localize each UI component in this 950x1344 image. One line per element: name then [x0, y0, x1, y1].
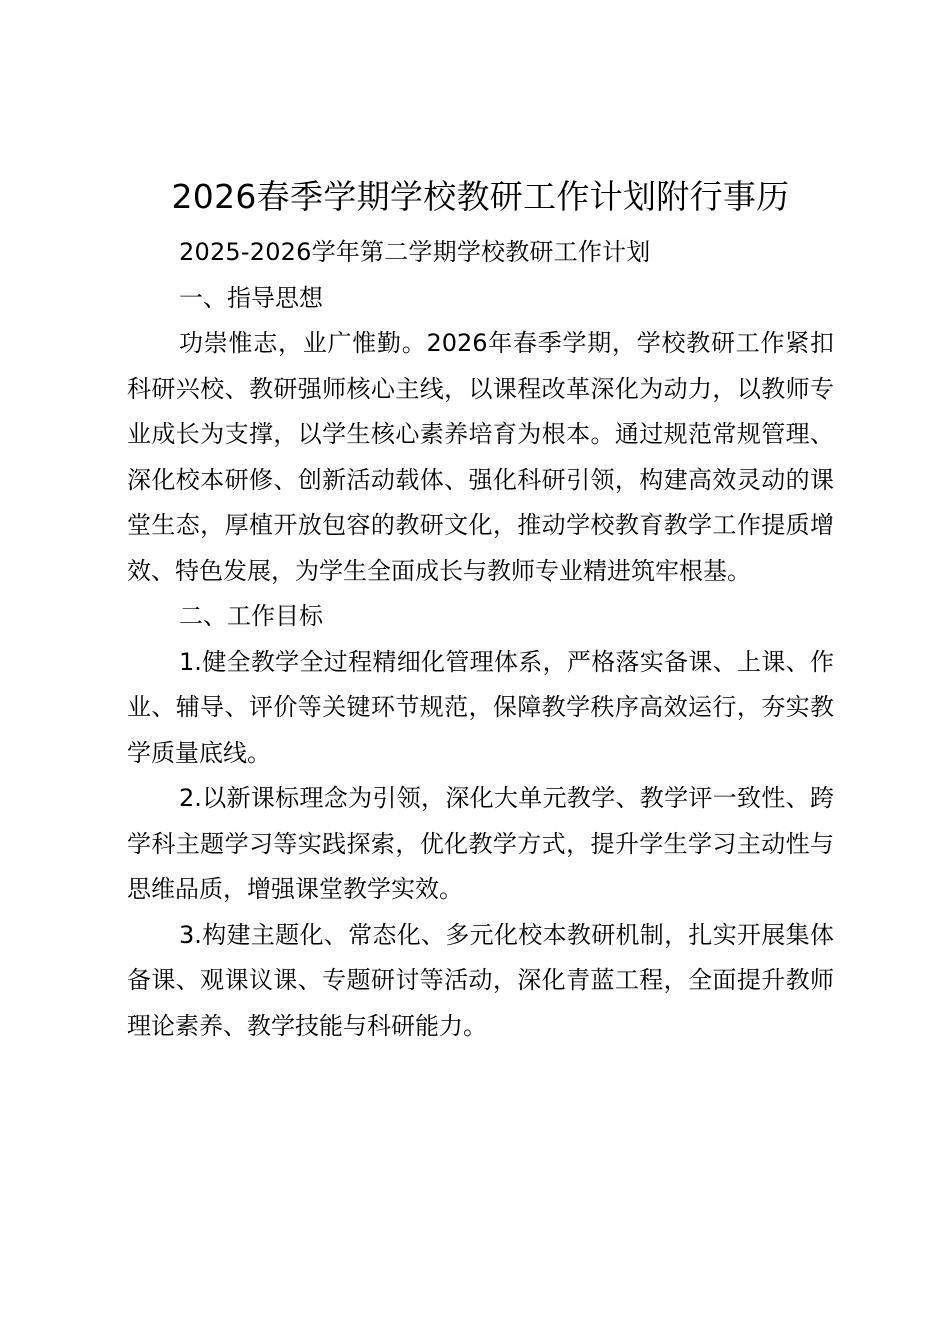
- document-title: 2026春季学期学校教研工作计划附行事历: [171, 177, 790, 216]
- goal-item-1: 1.健全教学全过程精细化管理体系，严格落实备课、上课、作业、辅导、评价等关键环节规范，保障教学秩序高效运行，夯实教学质量底线。: [127, 647, 834, 767]
- section-heading-guiding-ideology: 一、指导思想: [179, 283, 323, 312]
- goal-item-3: 3.构建主题化、常态化、多元化校本教研机制，扎实开展集体备课、观课议课、专题研讨等活动，深化青蓝工程，全面提升教师理论素养、教学技能与科研能力。: [127, 920, 834, 1040]
- section-heading-work-goals: 二、工作目标: [179, 602, 323, 630]
- paragraph-guiding-ideology: 功崇惟志，业广惟勤。2026年春季学期，学校教研工作紧扣科研兴校、教研强师核心主线，以课程改革深化为动力，以教师专业成长为支撑，以学生核心素养培育为根本。通过规范常规管理、深化校本研修、创新活动载体、强化科研引领，构建高效灵动的课堂生态，厚植开放包容的教研文化，推动学校教育教学工作提质增效、特色发展，为学生全面成长与教师专业精进筑牢根基。: [127, 329, 834, 585]
- goal-item-2: 2.以新课标理念为引领，深化大单元教学、教学评一致性、跨学科主题学习等实践探索，优化教学方式，提升学生学习主动性与思维品质，增强课堂教学实效。: [127, 784, 834, 903]
- document-subtitle: 2025-2026学年第二学期学校教研工作计划: [179, 238, 651, 266]
